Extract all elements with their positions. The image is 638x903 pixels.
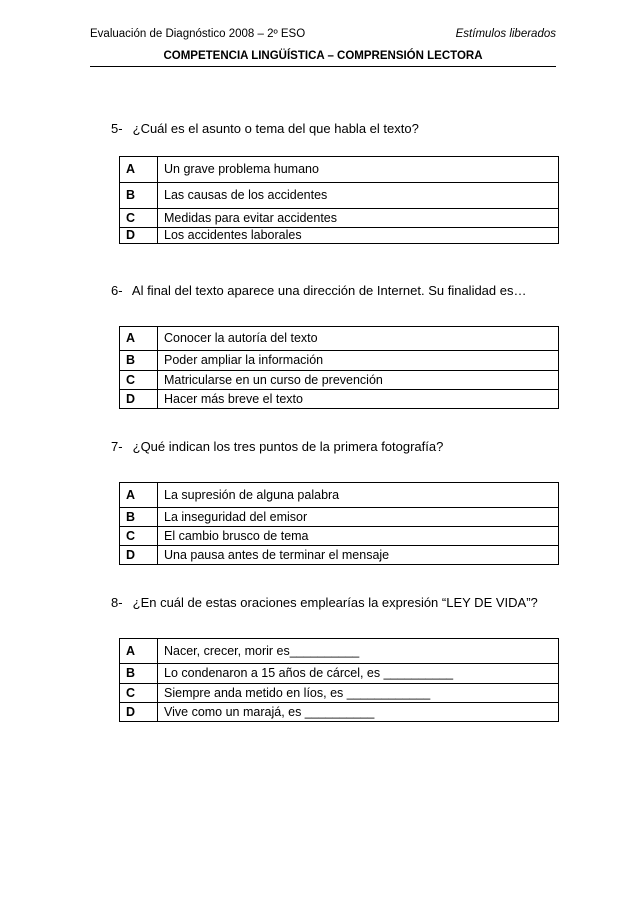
option-row-d[interactable]: [120, 546, 559, 565]
page-header: [90, 28, 556, 67]
question-text: ¿Qué indican los tres puntos de la primera fotografía?: [132, 439, 444, 454]
option-letter: B: [120, 183, 158, 209]
option-row-c[interactable]: [120, 684, 559, 703]
header-left: Evaluación de Diagnóstico 2008 – 2º ESO: [90, 28, 306, 40]
header-title: COMPETENCIA LINGÜÍSTICA – COMPRENSIÓN LECTORA: [163, 50, 483, 62]
option-letter: B: [120, 351, 158, 371]
option-row-a[interactable]: [120, 483, 559, 508]
option-text: Vive como un marajá, es __________: [158, 703, 559, 722]
option-letter: D: [120, 228, 158, 244]
option-letter: B: [120, 664, 158, 684]
option-text: Las causas de los accidentes: [158, 183, 559, 209]
option-letter: D: [120, 390, 158, 409]
question-number: 8-: [111, 595, 123, 610]
option-text: Un grave problema humano: [158, 157, 559, 183]
option-row-d[interactable]: [120, 228, 559, 244]
option-row-d[interactable]: [120, 390, 559, 409]
option-row-d[interactable]: [120, 703, 559, 722]
option-text: La inseguridad del emisor: [158, 508, 559, 527]
question-text: ¿Cuál es el asunto o tema del que habla el texto?: [132, 121, 419, 136]
option-row-b[interactable]: [120, 351, 559, 371]
option-row-b[interactable]: [120, 664, 559, 684]
option-letter: A: [120, 483, 158, 508]
header-right: Estímulos liberados: [455, 28, 556, 40]
option-letter: A: [120, 639, 158, 664]
option-text: Lo condenaron a 15 años de cárcel, es __________: [158, 664, 559, 684]
question-number: 6-: [111, 283, 123, 298]
options-table-5: [119, 156, 559, 244]
option-text: La supresión de alguna palabra: [158, 483, 559, 508]
question-8: [111, 595, 538, 610]
option-text: Poder ampliar la información: [158, 351, 559, 371]
options-table-7: [119, 482, 559, 565]
option-letter: B: [120, 508, 158, 527]
option-text: Matricularse en un curso de prevención: [158, 371, 559, 390]
option-row-c[interactable]: [120, 527, 559, 546]
option-text: Los accidentes laborales: [158, 228, 559, 244]
option-letter: C: [120, 684, 158, 703]
option-letter: A: [120, 157, 158, 183]
option-row-c[interactable]: [120, 209, 559, 228]
option-row-a[interactable]: [120, 327, 559, 351]
option-letter: D: [120, 703, 158, 722]
question-5: [111, 121, 419, 136]
option-letter: C: [120, 371, 158, 390]
option-text: Siempre anda metido en líos, es ____________: [158, 684, 559, 703]
option-text: El cambio brusco de tema: [158, 527, 559, 546]
option-letter: C: [120, 527, 158, 546]
option-text: Medidas para evitar accidentes: [158, 209, 559, 228]
option-row-c[interactable]: [120, 371, 559, 390]
option-letter: D: [120, 546, 158, 565]
question-number: 5-: [111, 121, 123, 136]
option-text: Nacer, crecer, morir es__________: [158, 639, 559, 664]
option-row-a[interactable]: [120, 639, 559, 664]
header-row: [90, 28, 556, 40]
option-letter: C: [120, 209, 158, 228]
question-number: 7-: [111, 439, 123, 454]
option-row-a[interactable]: [120, 157, 559, 183]
question-text: ¿En cuál de estas oraciones emplearías la expresión “LEY DE VIDA”?: [132, 595, 538, 610]
option-row-b[interactable]: [120, 183, 559, 209]
question-7: [111, 439, 443, 454]
option-row-b[interactable]: [120, 508, 559, 527]
options-table-6: [119, 326, 559, 409]
option-text: Hacer más breve el texto: [158, 390, 559, 409]
question-6: [111, 283, 526, 298]
header-rule: [90, 66, 556, 67]
question-text: Al final del texto aparece una dirección de Internet. Su finalidad es…: [131, 283, 527, 298]
option-letter: A: [120, 327, 158, 351]
option-text: Una pausa antes de terminar el mensaje: [158, 546, 559, 565]
option-text: Conocer la autoría del texto: [158, 327, 559, 351]
options-table-8: [119, 638, 559, 722]
